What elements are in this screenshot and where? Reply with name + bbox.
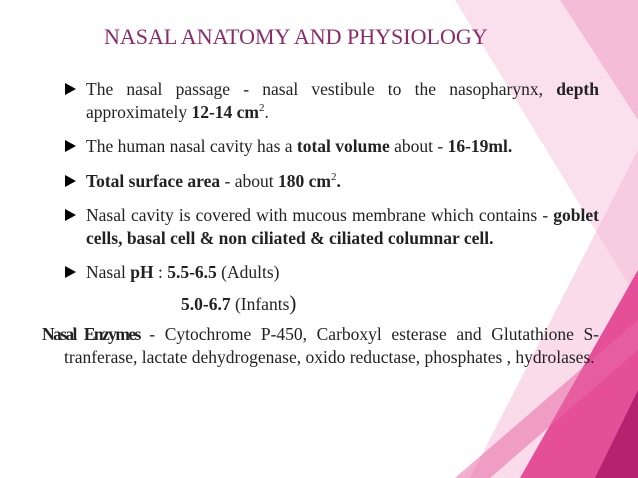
bullet-triangle-icon <box>65 209 76 221</box>
bullet-text: about - <box>389 136 448 156</box>
bullet-nasal-ph <box>64 261 599 284</box>
bullet-triangle-icon <box>65 266 76 278</box>
slide-title: NASAL ANATOMY AND PHYSIOLOGY <box>104 24 488 49</box>
bullet-text: The nasal passage - nasal vestibule to the nasopharynx, <box>86 79 557 99</box>
bullet-total-volume <box>64 135 599 158</box>
bullet-text: . <box>264 101 269 122</box>
bullet-strong: goblet cells, basal cell & non ciliated & ciliated columnar cell. <box>86 205 599 248</box>
bullet-text: Nasal <box>86 262 131 282</box>
bullet-strong: total volume <box>296 136 390 156</box>
bullet-text: The human nasal cavity has a <box>86 136 297 156</box>
bullet-text: approximately <box>86 101 192 122</box>
bullet-strong: . <box>336 170 341 191</box>
nasal-enzymes-paragraph <box>42 323 599 368</box>
superscript: 2 <box>330 170 337 183</box>
ph-infants-value: 5.0-6.7 <box>181 293 231 314</box>
ph-infants-line <box>64 292 599 316</box>
bullet-strong: 16-19ml. <box>447 136 513 156</box>
ph-infants-label: (Infants <box>230 293 290 314</box>
bullet-triangle-icon <box>65 140 76 152</box>
bullet-nasal-passage <box>64 78 599 123</box>
bullet-strong: 5.5-6.5 <box>167 262 217 282</box>
bullet-text: - about <box>220 170 278 191</box>
bullet-text: Nasal cavity is covered with mucous membrane which contains - <box>86 205 554 225</box>
nasal-enzymes-text: - Cytochrome P-450, Carboxyl esterase and Glutathione S- tranferase, lactate dehydrogenase, oxido reductase, phosphates , hydrolases. <box>64 324 600 367</box>
bullet-strong: pH <box>130 262 154 282</box>
nasal-enzymes-label: Nasal Enzymes <box>42 324 140 344</box>
superscript: 2 <box>259 101 265 114</box>
bullet-strong: Total surface area <box>86 170 221 191</box>
bullet-strong: 180 cm <box>278 170 331 191</box>
bullet-text: (Adults) <box>216 262 280 282</box>
bullet-triangle-icon <box>65 175 76 187</box>
bullet-strong: 12-14 cm <box>191 101 260 122</box>
slide-content <box>42 78 600 368</box>
bullet-text: : <box>153 262 168 282</box>
bullet-mucous-membrane <box>64 204 599 249</box>
bullet-surface-area <box>64 170 599 193</box>
ph-infants-paren: ) <box>289 290 297 315</box>
bullet-strong: depth <box>556 79 599 99</box>
bullet-triangle-icon <box>65 83 76 95</box>
